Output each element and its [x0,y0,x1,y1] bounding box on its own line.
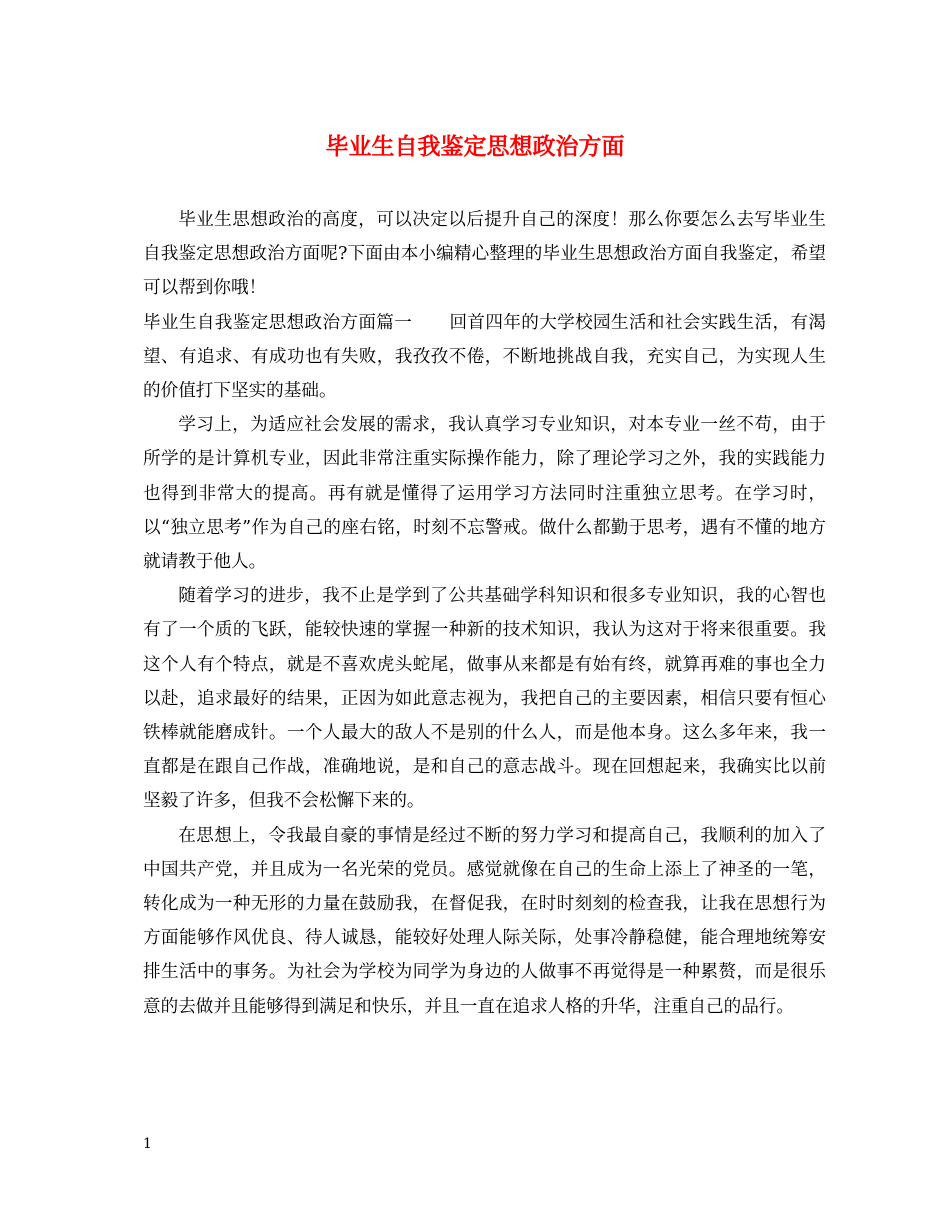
page-number: 1 [143,1136,152,1152]
section-paragraph [143,306,826,409]
body-paragraph-progress: 随着学习的进步，我不止是学到了公共基础学科知识和很多专业知识，我的心智也有了一个质的飞跃，能较快速的掌握一种新的技术知识，我认为这对于将来很重要。我这个人有个特点，就是不喜欢虎头蛇尾，做事从来都是有始有终，就算再难的事也全力以赴，追求最好的结果，正因为如此意志视为，我把自己的主要因素，相信只要有恒心铁棒就能磨成针。一个人最大的敌人不是别的什么人，而是他本身。这么多年来，我一直都是在跟自己作战，准确地说，是和自己的意志战斗。现在回想起来，我确实比以前坚毅了许多，但我不会松懈下来的。 [143,586,826,812]
body-paragraph-ideology: 在思想上，令我最自豪的事情是经过不断的努力学习和提高自己，我顺利的加入了中国共产党，并且成为一名光荣的党员。感觉就像在自己的生命上添上了神圣的一笔，转化成为一种无形的力量在鼓励我，在督促我，在时时刻刻的检查我，让我在思想行为方面能够作风优良、待人诚恳，能较好处理人际关际，处事冷静稳健，能合理地统筹安排生活中的事务。为社会为学校为同学为身边的人做事不再觉得是一种累赘，而是很乐意的去做并且能够得到满足和快乐，并且一直在追求人格的升华，注重自己的品行。 [143,825,826,1017]
intro-paragraph: 毕业生思想政治的高度，可以决定以后提升自己的深度！那么你要怎么去写毕业生自我鉴定思想政治方面呢?下面由本小编精心整理的毕业生思想政治方面自我鉴定，希望可以帮到你哦！ [143,210,826,299]
section-lead: 回首四年的大学校园生活和社会实践生活，有渴望、有追求、有成功也有失败，我孜孜不倦，不断地挑战自我，充实自己，为实现人生的价值打下坚实的基础。 [143,312,826,402]
body-paragraph-study: 学习上，为适应社会发展的需求，我认真学习专业知识，对本专业一丝不苟，由于所学的是计算机专业，因此非常注重实际操作能力，除了理论学习之外，我的实践能力也得到非常大的提高。再有就是懂得了运用学习方法同时注重独立思考。在学习时，以“独立思考”作为自己的座右铭，时刻不忘警戒。做什么都勤于思考，遇有不懂的地方就请教于他人。 [143,415,826,573]
document-title: 毕业生自我鉴定思想政治方面 [325,133,625,160]
section-heading: 毕业生自我鉴定思想政治方面篇一 [143,312,413,333]
document-body [143,203,826,1024]
